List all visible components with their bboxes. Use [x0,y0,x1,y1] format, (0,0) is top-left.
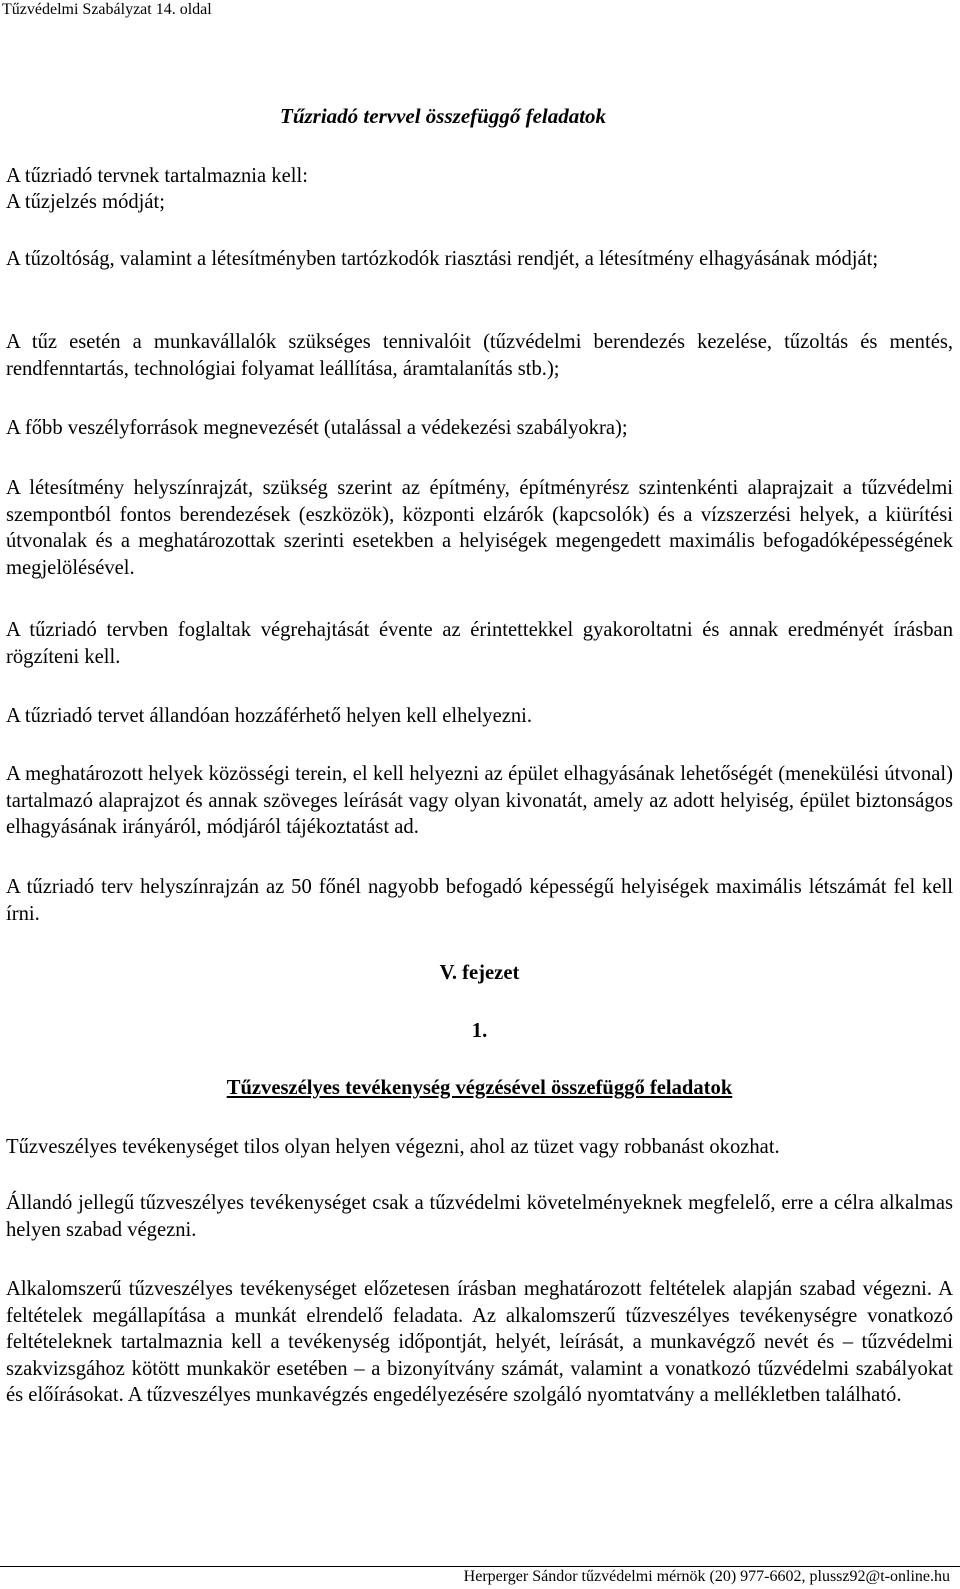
chapter-subtitle [6,1075,953,1102]
paragraph-prohibited-place: Tűzveszélyes tevékenységet tilos olyan helyen végezni, ahol az tüzet vagy robbanást okozhat. [6,1136,780,1158]
paragraph-site-plan: A létesítmény helyszínrajzát, szükség szerint az építmény, építményrész szintenkénti alaprajzait a tűzvédelmi szempontból fontos berendezések (eszközök), központi elzárók (kapcsolók) és a vízszerzési helyek, a kiürítési útvonalak és a meghatározottak szerinti esetekben a helyiségek megengedett maximális befogadóképességének megjelölésével. [6,477,953,579]
page-header: Tűzvédelmi Szabályzat 14. oldal [2,1,212,18]
paragraph-alarm-order: A tűzoltóság, valamint a létesítményben tartózkodók riasztási rendjét, a létesítmény elhagyásának módját; [6,248,879,270]
paragraph-annual-drill: A tűzriadó tervben foglaltak végrehajtását évente az érintettekkel gyakoroltatni és annak eredményét írásban rögzíteni kell. [6,619,953,668]
chapter-subtitle-text: Tűzveszélyes tevékenység végzésével összefüggő feladatok [226,1077,733,1099]
paragraph-plan-accessible: A tűzriadó tervet állandóan hozzáférhető helyen kell elhelyezni. [6,705,533,727]
paragraph-permanent-activity: Állandó jellegű tűzveszélyes tevékenységet csak a tűzvédelmi követelményeknek megfelelő, erre a célra alkalmas helyen szabad végezni. [6,1192,953,1241]
paragraph-max-capacity: A tűzriadó terv helyszínrajzán az 50 főnél nagyobb befogadó képességű helyiségek maximális létszámát fel kell írni. [6,876,953,925]
paragraph-occasional-activity: Alkalomszerű tűzveszélyes tevékenységet előzetesen írásban meghatározott feltételek alapján szabad végezni. A feltételek megállapítása a munkát elrendelő feladata. Az alkalomszerű tűzveszélyes tevékenységre vonatkozó feltételeknek tartalmaznia kell a tevékenység időpontját, helyét, leírását, a munkavégző nevét és – tűzvédelmi szakvizsgához kötött munkakör esetében – a bizonyítvány számát, valamint a vonatkozó tűzvédelmi szabályokat és előírásokat. A tűzveszélyes munkavégzés engedélyezésére szolgáló nyomtatvány a mellékletben található. [6,1278,953,1406]
intro-line-1: A tűzriadó tervnek tartalmaznia kell: [6,165,308,187]
paragraph-hazard-sources: A főbb veszélyforrások megnevezését (utalással a védekezési szabályokra); [6,417,628,439]
section-title: Tűzriadó tervvel összefüggő feladatok [280,104,607,128]
paragraph-escape-route: A meghatározott helyek közösségi terein, el kell helyezni az épület elhagyásának lehetőségét (menekülési útvonal) tartalmazó alaprajzot és annak szöveges leírását vagy olyan kivonatát, amely az adott helyiség, épület biztonságos elhagyásának irányáról, módjáról tájékoztatást ad. [6,763,953,838]
chapter-title: V. fejezet [439,962,520,984]
chapter-number: 1. [471,1020,488,1042]
page-footer: Herperger Sándor tűzvédelmi mérnök (20) 977-6602, plussz92@t-online.hu [463,1568,950,1585]
paragraph-employee-tasks: A tűz esetén a munkavállalók szükséges tennivalóit (tűzvédelmi berendezés kezelése, tűzoltás és mentés, rendfenntartás, technológiai folyamat leállítása, áramtalanítás stb.); [6,331,953,380]
intro-line-2: A tűzjelzés módját; [6,191,165,213]
